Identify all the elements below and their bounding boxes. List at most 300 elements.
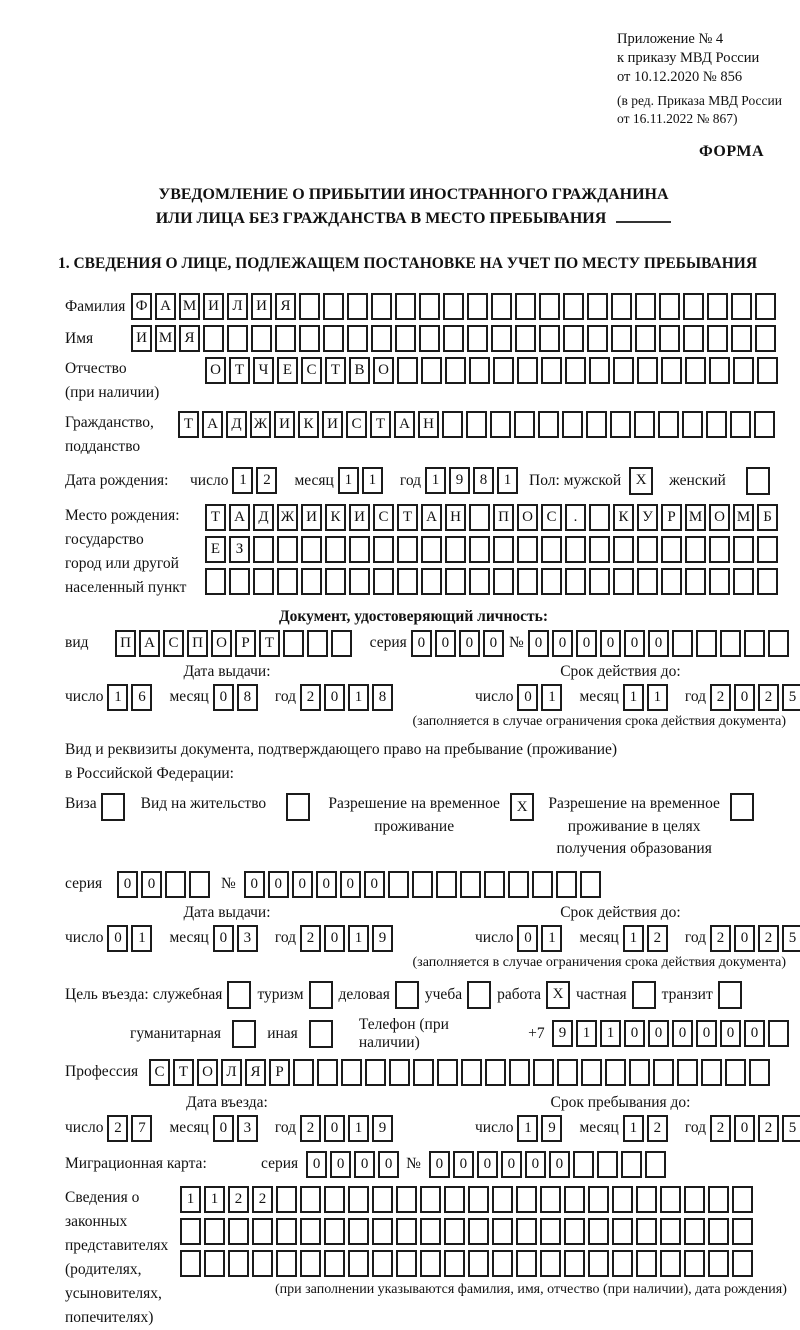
char-box[interactable]: П xyxy=(187,630,208,657)
sex-male-checkbox[interactable]: X xyxy=(629,467,653,495)
char-box[interactable]: М xyxy=(179,293,200,320)
char-box[interactable] xyxy=(768,630,789,657)
char-box[interactable]: 0 xyxy=(141,871,162,898)
char-box[interactable] xyxy=(492,1186,513,1213)
char-box[interactable] xyxy=(564,1250,585,1277)
char-box[interactable] xyxy=(300,1218,321,1245)
char-box[interactable] xyxy=(611,325,632,352)
char-box[interactable] xyxy=(348,1218,369,1245)
char-box[interactable] xyxy=(301,536,322,563)
char-box[interactable]: 1 xyxy=(517,1115,538,1142)
char-box[interactable] xyxy=(371,325,392,352)
char-box[interactable] xyxy=(421,568,442,595)
char-box[interactable]: О xyxy=(517,504,538,531)
char-box[interactable] xyxy=(744,630,765,657)
char-box[interactable] xyxy=(323,293,344,320)
char-box[interactable]: 0 xyxy=(576,630,597,657)
char-box[interactable] xyxy=(300,1250,321,1277)
purpose-o2-checkbox[interactable] xyxy=(309,981,333,1009)
char-box[interactable] xyxy=(516,1186,537,1213)
char-box[interactable]: . xyxy=(565,504,586,531)
char-box[interactable] xyxy=(469,536,490,563)
char-box[interactable]: 0 xyxy=(696,1020,717,1047)
char-box[interactable] xyxy=(757,536,778,563)
residence-permit-checkbox[interactable] xyxy=(286,793,310,821)
char-box[interactable] xyxy=(253,536,274,563)
char-box[interactable] xyxy=(731,293,752,320)
purpose-o4-checkbox[interactable] xyxy=(467,981,491,1009)
char-box[interactable] xyxy=(541,357,562,384)
char-box[interactable] xyxy=(444,1186,465,1213)
char-box[interactable]: П xyxy=(493,504,514,531)
char-box[interactable]: Р xyxy=(235,630,256,657)
char-box[interactable]: 0 xyxy=(244,871,265,898)
char-box[interactable]: 8 xyxy=(473,467,494,494)
char-box[interactable] xyxy=(684,1218,705,1245)
char-box[interactable] xyxy=(252,1250,273,1277)
char-box[interactable]: 0 xyxy=(459,630,480,657)
char-box[interactable] xyxy=(412,871,433,898)
char-box[interactable] xyxy=(444,1250,465,1277)
char-box[interactable] xyxy=(469,568,490,595)
char-box[interactable]: 0 xyxy=(600,630,621,657)
char-box[interactable] xyxy=(683,325,704,352)
char-box[interactable]: 9 xyxy=(541,1115,562,1142)
char-box[interactable] xyxy=(396,1250,417,1277)
char-box[interactable] xyxy=(587,293,608,320)
char-box[interactable]: О xyxy=(211,630,232,657)
char-box[interactable]: М xyxy=(685,504,706,531)
char-box[interactable] xyxy=(349,536,370,563)
purpose-o7-checkbox[interactable] xyxy=(718,981,742,1009)
char-box[interactable]: 0 xyxy=(549,1151,570,1178)
char-box[interactable]: М xyxy=(155,325,176,352)
char-box[interactable] xyxy=(300,1186,321,1213)
char-box[interactable] xyxy=(637,357,658,384)
char-box[interactable]: 2 xyxy=(710,684,731,711)
char-box[interactable] xyxy=(635,325,656,352)
char-box[interactable] xyxy=(757,568,778,595)
char-box[interactable]: Т xyxy=(178,411,199,438)
char-box[interactable] xyxy=(733,357,754,384)
char-box[interactable]: 9 xyxy=(449,467,470,494)
char-box[interactable] xyxy=(563,325,584,352)
char-box[interactable] xyxy=(299,325,320,352)
char-box[interactable]: 0 xyxy=(340,871,361,898)
char-box[interactable] xyxy=(707,293,728,320)
char-box[interactable] xyxy=(588,1250,609,1277)
char-box[interactable] xyxy=(227,325,248,352)
purpose-o3-checkbox[interactable] xyxy=(395,981,419,1009)
char-box[interactable]: Я xyxy=(275,293,296,320)
char-box[interactable]: С xyxy=(373,504,394,531)
char-box[interactable] xyxy=(277,568,298,595)
char-box[interactable]: 2 xyxy=(300,1115,321,1142)
char-box[interactable] xyxy=(419,325,440,352)
char-box[interactable]: С xyxy=(149,1059,170,1086)
char-box[interactable] xyxy=(731,325,752,352)
char-box[interactable] xyxy=(388,871,409,898)
char-box[interactable] xyxy=(708,1250,729,1277)
char-box[interactable]: 0 xyxy=(453,1151,474,1178)
char-box[interactable]: В xyxy=(349,357,370,384)
char-box[interactable] xyxy=(562,411,583,438)
char-box[interactable]: 1 xyxy=(541,684,562,711)
char-box[interactable] xyxy=(515,325,536,352)
char-box[interactable]: А xyxy=(421,504,442,531)
char-box[interactable] xyxy=(661,536,682,563)
char-box[interactable] xyxy=(341,1059,362,1086)
char-box[interactable]: 0 xyxy=(672,1020,693,1047)
char-box[interactable]: 2 xyxy=(710,1115,731,1142)
char-box[interactable] xyxy=(372,1218,393,1245)
char-box[interactable] xyxy=(517,536,538,563)
char-box[interactable]: 0 xyxy=(316,871,337,898)
char-box[interactable]: 0 xyxy=(364,871,385,898)
char-box[interactable] xyxy=(589,357,610,384)
char-box[interactable]: 0 xyxy=(477,1151,498,1178)
char-box[interactable] xyxy=(275,325,296,352)
char-box[interactable] xyxy=(397,568,418,595)
char-box[interactable] xyxy=(516,1250,537,1277)
char-box[interactable]: 0 xyxy=(517,684,538,711)
char-box[interactable]: О xyxy=(205,357,226,384)
char-box[interactable] xyxy=(468,1218,489,1245)
char-box[interactable]: 0 xyxy=(734,684,755,711)
char-box[interactable]: У xyxy=(637,504,658,531)
char-box[interactable] xyxy=(540,1250,561,1277)
char-box[interactable] xyxy=(613,536,634,563)
char-box[interactable]: Я xyxy=(245,1059,266,1086)
char-box[interactable] xyxy=(180,1250,201,1277)
char-box[interactable] xyxy=(395,325,416,352)
char-box[interactable] xyxy=(165,871,186,898)
char-box[interactable] xyxy=(253,568,274,595)
char-box[interactable]: 0 xyxy=(624,1020,645,1047)
char-box[interactable]: 2 xyxy=(228,1186,249,1213)
char-box[interactable]: С xyxy=(541,504,562,531)
char-box[interactable]: 0 xyxy=(528,630,549,657)
char-box[interactable] xyxy=(413,1059,434,1086)
char-box[interactable]: 0 xyxy=(213,925,234,952)
char-box[interactable]: С xyxy=(163,630,184,657)
char-box[interactable] xyxy=(565,357,586,384)
char-box[interactable] xyxy=(348,1250,369,1277)
char-box[interactable] xyxy=(612,1218,633,1245)
char-box[interactable] xyxy=(420,1218,441,1245)
char-box[interactable] xyxy=(444,1218,465,1245)
char-box[interactable] xyxy=(589,504,610,531)
char-box[interactable] xyxy=(755,293,776,320)
char-box[interactable] xyxy=(732,1250,753,1277)
char-box[interactable] xyxy=(485,1059,506,1086)
char-box[interactable] xyxy=(709,568,730,595)
visa-checkbox[interactable] xyxy=(101,793,125,821)
char-box[interactable]: Ч xyxy=(253,357,274,384)
char-box[interactable]: 3 xyxy=(237,1115,258,1142)
char-box[interactable] xyxy=(331,630,352,657)
char-box[interactable]: А xyxy=(394,411,415,438)
char-box[interactable] xyxy=(204,1218,225,1245)
char-box[interactable]: П xyxy=(115,630,136,657)
char-box[interactable] xyxy=(468,1250,489,1277)
char-box[interactable] xyxy=(514,411,535,438)
char-box[interactable]: 1 xyxy=(348,925,369,952)
char-box[interactable] xyxy=(491,293,512,320)
char-box[interactable] xyxy=(180,1218,201,1245)
char-box[interactable]: 0 xyxy=(720,1020,741,1047)
char-box[interactable] xyxy=(707,325,728,352)
char-box[interactable]: И xyxy=(251,293,272,320)
char-box[interactable] xyxy=(436,871,457,898)
char-box[interactable]: С xyxy=(346,411,367,438)
char-box[interactable]: Т xyxy=(259,630,280,657)
char-box[interactable]: 2 xyxy=(252,1186,273,1213)
char-box[interactable] xyxy=(492,1250,513,1277)
char-box[interactable]: 0 xyxy=(324,925,345,952)
char-box[interactable]: Л xyxy=(227,293,248,320)
char-box[interactable]: К xyxy=(613,504,634,531)
char-box[interactable]: 1 xyxy=(623,1115,644,1142)
char-box[interactable] xyxy=(696,630,717,657)
char-box[interactable] xyxy=(661,357,682,384)
char-box[interactable]: К xyxy=(325,504,346,531)
purpose-o1-checkbox[interactable] xyxy=(227,981,251,1009)
char-box[interactable] xyxy=(492,1218,513,1245)
char-box[interactable]: 1 xyxy=(348,1115,369,1142)
char-box[interactable] xyxy=(605,1059,626,1086)
char-box[interactable] xyxy=(672,630,693,657)
char-box[interactable]: 0 xyxy=(306,1151,327,1178)
char-box[interactable]: 0 xyxy=(378,1151,399,1178)
char-box[interactable]: И xyxy=(274,411,295,438)
char-box[interactable] xyxy=(733,536,754,563)
char-box[interactable] xyxy=(229,568,250,595)
char-box[interactable]: Т xyxy=(229,357,250,384)
char-box[interactable]: Ф xyxy=(131,293,152,320)
char-box[interactable] xyxy=(301,568,322,595)
char-box[interactable] xyxy=(660,1218,681,1245)
char-box[interactable] xyxy=(685,357,706,384)
char-box[interactable] xyxy=(372,1186,393,1213)
char-box[interactable] xyxy=(467,293,488,320)
char-box[interactable] xyxy=(708,1218,729,1245)
char-box[interactable]: 0 xyxy=(483,630,504,657)
char-box[interactable]: Т xyxy=(173,1059,194,1086)
char-box[interactable] xyxy=(517,357,538,384)
char-box[interactable] xyxy=(276,1250,297,1277)
char-box[interactable] xyxy=(538,411,559,438)
char-box[interactable] xyxy=(189,871,210,898)
char-box[interactable] xyxy=(323,325,344,352)
char-box[interactable] xyxy=(685,568,706,595)
char-box[interactable] xyxy=(581,1059,602,1086)
char-box[interactable] xyxy=(768,1020,789,1047)
char-box[interactable]: 0 xyxy=(648,1020,669,1047)
char-box[interactable]: 2 xyxy=(300,684,321,711)
char-box[interactable]: А xyxy=(139,630,160,657)
char-box[interactable] xyxy=(443,325,464,352)
purpose-o8-checkbox[interactable] xyxy=(232,1020,256,1048)
char-box[interactable]: 2 xyxy=(300,925,321,952)
char-box[interactable] xyxy=(580,871,601,898)
char-box[interactable]: 1 xyxy=(497,467,518,494)
char-box[interactable] xyxy=(636,1218,657,1245)
char-box[interactable]: Т xyxy=(397,504,418,531)
char-box[interactable] xyxy=(347,293,368,320)
char-box[interactable] xyxy=(445,568,466,595)
char-box[interactable] xyxy=(587,325,608,352)
char-box[interactable] xyxy=(613,357,634,384)
char-box[interactable]: 1 xyxy=(425,467,446,494)
char-box[interactable] xyxy=(573,1151,594,1178)
char-box[interactable] xyxy=(397,357,418,384)
char-box[interactable]: 2 xyxy=(256,467,277,494)
char-box[interactable] xyxy=(755,325,776,352)
char-box[interactable] xyxy=(516,1218,537,1245)
char-box[interactable] xyxy=(749,1059,770,1086)
char-box[interactable]: 0 xyxy=(734,925,755,952)
char-box[interactable] xyxy=(541,536,562,563)
char-box[interactable]: 0 xyxy=(330,1151,351,1178)
char-box[interactable] xyxy=(532,871,553,898)
char-box[interactable] xyxy=(276,1186,297,1213)
char-box[interactable]: А xyxy=(202,411,223,438)
char-box[interactable] xyxy=(708,1186,729,1213)
char-box[interactable]: 0 xyxy=(354,1151,375,1178)
char-box[interactable]: 1 xyxy=(131,925,152,952)
char-box[interactable] xyxy=(317,1059,338,1086)
char-box[interactable] xyxy=(348,1186,369,1213)
char-box[interactable] xyxy=(709,357,730,384)
char-box[interactable]: 2 xyxy=(647,925,668,952)
char-box[interactable] xyxy=(365,1059,386,1086)
char-box[interactable] xyxy=(677,1059,698,1086)
char-box[interactable]: Р xyxy=(269,1059,290,1086)
char-box[interactable] xyxy=(541,568,562,595)
char-box[interactable]: О xyxy=(197,1059,218,1086)
char-box[interactable] xyxy=(706,411,727,438)
char-box[interactable]: 0 xyxy=(268,871,289,898)
char-box[interactable] xyxy=(461,1059,482,1086)
temp-permit-checkbox[interactable]: X xyxy=(510,793,534,821)
char-box[interactable]: 1 xyxy=(338,467,359,494)
char-box[interactable] xyxy=(564,1218,585,1245)
purpose-o5-checkbox[interactable]: X xyxy=(546,981,570,1009)
char-box[interactable]: 9 xyxy=(372,1115,393,1142)
char-box[interactable]: И xyxy=(203,293,224,320)
char-box[interactable]: 2 xyxy=(758,1115,779,1142)
char-box[interactable] xyxy=(491,325,512,352)
char-box[interactable] xyxy=(420,1250,441,1277)
char-box[interactable] xyxy=(466,411,487,438)
char-box[interactable]: 2 xyxy=(710,925,731,952)
char-box[interactable] xyxy=(204,1250,225,1277)
char-box[interactable] xyxy=(725,1059,746,1086)
char-box[interactable] xyxy=(293,1059,314,1086)
char-box[interactable] xyxy=(445,357,466,384)
char-box[interactable] xyxy=(564,1186,585,1213)
char-box[interactable] xyxy=(612,1186,633,1213)
char-box[interactable] xyxy=(636,1186,657,1213)
char-box[interactable]: 1 xyxy=(600,1020,621,1047)
char-box[interactable] xyxy=(637,536,658,563)
char-box[interactable]: 5 xyxy=(782,684,800,711)
char-box[interactable]: О xyxy=(373,357,394,384)
char-box[interactable] xyxy=(540,1186,561,1213)
char-box[interactable] xyxy=(396,1218,417,1245)
char-box[interactable]: О xyxy=(709,504,730,531)
char-box[interactable] xyxy=(493,357,514,384)
char-box[interactable] xyxy=(276,1218,297,1245)
char-box[interactable]: Т xyxy=(325,357,346,384)
char-box[interactable]: 0 xyxy=(324,1115,345,1142)
char-box[interactable] xyxy=(586,411,607,438)
char-box[interactable] xyxy=(347,325,368,352)
char-box[interactable] xyxy=(324,1218,345,1245)
char-box[interactable]: 0 xyxy=(624,630,645,657)
char-box[interactable] xyxy=(589,568,610,595)
char-box[interactable] xyxy=(610,411,631,438)
char-box[interactable] xyxy=(307,630,328,657)
char-box[interactable] xyxy=(757,357,778,384)
char-box[interactable] xyxy=(565,536,586,563)
char-box[interactable]: 2 xyxy=(107,1115,128,1142)
char-box[interactable]: Т xyxy=(370,411,391,438)
char-box[interactable] xyxy=(732,1218,753,1245)
char-box[interactable]: 1 xyxy=(541,925,562,952)
char-box[interactable]: 0 xyxy=(429,1151,450,1178)
char-box[interactable]: 9 xyxy=(372,925,393,952)
char-box[interactable] xyxy=(730,411,751,438)
char-box[interactable]: А xyxy=(229,504,250,531)
char-box[interactable] xyxy=(540,1218,561,1245)
char-box[interactable]: 0 xyxy=(213,684,234,711)
char-box[interactable]: 0 xyxy=(292,871,313,898)
char-box[interactable] xyxy=(277,536,298,563)
char-box[interactable] xyxy=(539,293,560,320)
char-box[interactable] xyxy=(684,1186,705,1213)
char-box[interactable] xyxy=(397,536,418,563)
char-box[interactable] xyxy=(533,1059,554,1086)
char-box[interactable] xyxy=(653,1059,674,1086)
char-box[interactable]: Д xyxy=(226,411,247,438)
char-box[interactable]: Р xyxy=(661,504,682,531)
char-box[interactable]: 1 xyxy=(576,1020,597,1047)
char-box[interactable] xyxy=(508,871,529,898)
char-box[interactable] xyxy=(460,871,481,898)
char-box[interactable] xyxy=(720,630,741,657)
char-box[interactable] xyxy=(634,411,655,438)
char-box[interactable]: 1 xyxy=(204,1186,225,1213)
char-box[interactable] xyxy=(661,568,682,595)
char-box[interactable] xyxy=(701,1059,722,1086)
char-box[interactable]: 1 xyxy=(232,467,253,494)
char-box[interactable]: 3 xyxy=(237,925,258,952)
char-box[interactable]: Т xyxy=(205,504,226,531)
char-box[interactable] xyxy=(371,293,392,320)
char-box[interactable]: Д xyxy=(253,504,274,531)
char-box[interactable] xyxy=(324,1250,345,1277)
char-box[interactable]: М xyxy=(733,504,754,531)
char-box[interactable]: Б xyxy=(757,504,778,531)
char-box[interactable] xyxy=(420,1186,441,1213)
char-box[interactable] xyxy=(597,1151,618,1178)
char-box[interactable] xyxy=(515,293,536,320)
char-box[interactable]: К xyxy=(298,411,319,438)
char-box[interactable] xyxy=(283,630,304,657)
char-box[interactable]: 0 xyxy=(117,871,138,898)
